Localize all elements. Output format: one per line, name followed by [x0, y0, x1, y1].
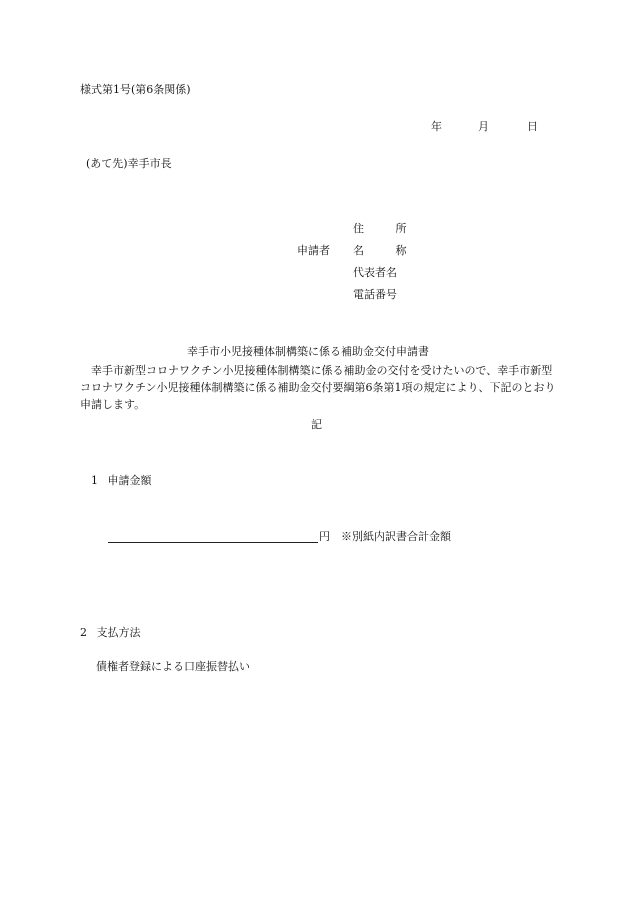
applicant-phone-label: 電話番号 [353, 288, 397, 301]
applicant-label: 申請者 [297, 244, 330, 257]
date-day-label: 日 [527, 120, 538, 133]
yen-label: 円 [319, 530, 330, 543]
applicant-name-label: 名 称 [353, 244, 421, 257]
applicant-representative-label: 代表者名 [353, 266, 397, 279]
amount-note: ※別紙内訳書合計金額 [341, 530, 451, 543]
application-date [431, 120, 538, 133]
date-year-label: 年 [431, 120, 442, 133]
applicant-fields [353, 222, 421, 310]
form-number: 様式第1号(第6条関係) [80, 83, 191, 96]
section1-heading: 1 申請金額 [91, 474, 152, 487]
amount-underline [108, 542, 318, 543]
document-title: 幸手市小児接種体制構築に係る補助金交付申請書 [187, 345, 429, 358]
ki-marker: 記 [311, 418, 322, 431]
applicant-address-label: 住 所 [353, 222, 421, 235]
section2-heading: 2 支払方法 [80, 626, 141, 639]
date-month-label: 月 [478, 120, 489, 133]
application-body: 幸手市新型コロナワクチン小児接種体制構築に係る補助金の交付を受けたいので、幸手市新型コロナワクチン小児接種体制構築に係る補助金交付要綱第6条第1項の規定により、下記のとおり申請します。 [80, 364, 556, 411]
payment-method: 債権者登録による口座振替払い [96, 660, 250, 673]
addressee: (あて先)幸手市長 [86, 157, 172, 170]
